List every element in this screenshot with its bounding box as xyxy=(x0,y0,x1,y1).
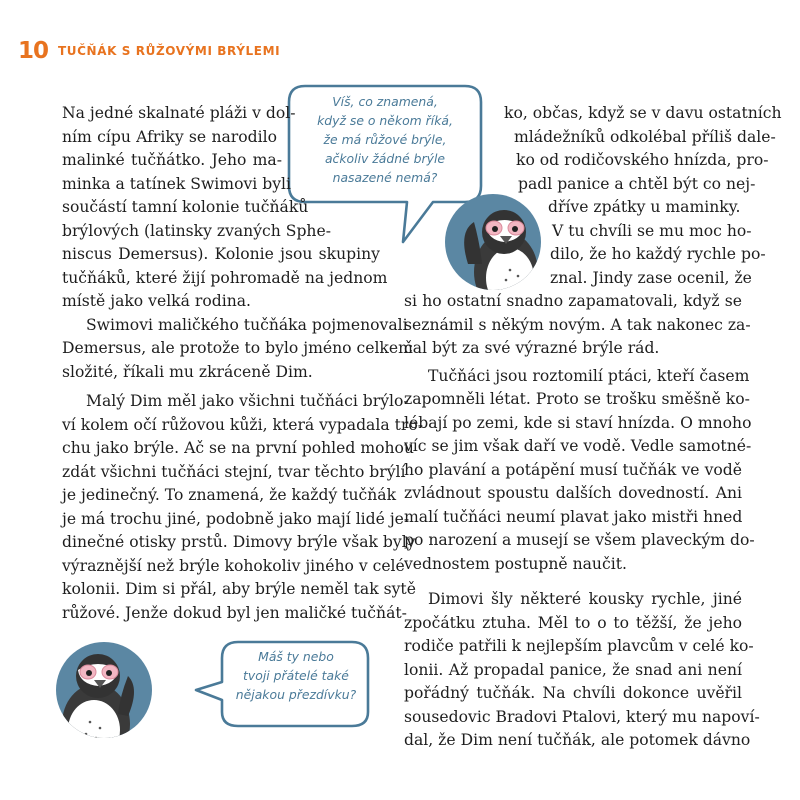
text-line: tučňáků, které žijí pohromadě na jednom xyxy=(62,268,388,287)
text-line: malí tučňáci neumí plavat jako mistři hned xyxy=(404,507,743,526)
text-line: ví kolem očí růžovou kůži, která vypadala tro- xyxy=(62,415,423,434)
text-line: zpočátku ztuha. Měl to o to těžší, že jeho xyxy=(404,613,742,632)
text-line: je jedinečný. To znamená, že každý tučňák xyxy=(62,486,397,504)
text-line: Na jedné skalnaté pláži v dol- xyxy=(62,104,296,122)
text-line: seznámil s někým novým. A tak nakonec za- xyxy=(404,315,751,334)
text-line: ním cípu Afriky se narodilo xyxy=(62,127,277,146)
text-line: lébají po zemi, kde si staví hnízda. O mnoho xyxy=(404,413,752,432)
bubble-bottom-line: Máš ty nebo xyxy=(258,649,334,664)
text-line: růžové. Jenže dokud byl jen maličké tučňát- xyxy=(62,603,407,622)
bubble-top-line: ačkoliv žádné brýle xyxy=(324,151,446,166)
text-line: Tučňáci jsou roztomilí ptáci, kteří časem xyxy=(428,366,750,385)
text-line: výraznější než brýle kohokoliv jiného v celé xyxy=(62,556,405,575)
text-line: padl panice a chtěl být co nej- xyxy=(518,174,756,193)
text-line: po narození a musejí se všem plaveckým do- xyxy=(404,531,755,549)
text-line: znal. Jindy zase ocenil, že xyxy=(550,268,752,287)
text-line: chu jako brýle. Ač se na první pohled mohou xyxy=(62,439,414,457)
text-line: ko od rodičovského hnízda, pro- xyxy=(516,151,769,169)
text-line: lonii. Až propadal panice, že snad ani není xyxy=(404,660,742,679)
text-line: brýlových (latinsky zvaných Sphe- xyxy=(62,221,331,240)
text-line: zapomněli létat. Proto se trošku směšně ko- xyxy=(404,390,750,408)
text-line: dal, že Dim není tučňák, ale potomek dávno xyxy=(404,731,751,749)
text-line: zdát všichni tučňáci stejní, tvar těchto brýlí xyxy=(62,462,406,481)
text-line: minka a tatínek Swimovi byli xyxy=(62,174,291,193)
text-line: si ho ostatní snadno zapamatovali, když se xyxy=(404,292,742,310)
text-line: mládežníků odkolébal příliš dale- xyxy=(514,127,776,146)
bubble-top-line: Víš, co znamená, xyxy=(332,94,438,109)
text-line: Swimovi maličkého tučňáka pojmenovali xyxy=(86,315,408,334)
text-line: V tu chvíli se mu moc ho- xyxy=(552,221,752,240)
text-line: malinké tučňátko. Jeho ma- xyxy=(62,151,282,169)
penguin-illustration-bottom xyxy=(50,640,160,740)
bubble-top-line: když se o někom říká, xyxy=(317,113,453,128)
text-line: rodiče patřili k nejlepším plavcům v celé ko- xyxy=(404,637,754,655)
text-line: složité, říkali mu zkráceně Dim. xyxy=(62,362,313,381)
page-header xyxy=(18,36,280,66)
text-line: místě jako velká rodina. xyxy=(62,292,251,310)
bubble-top-line: nasazené nemá? xyxy=(332,170,438,185)
text-line: sousedovic Bradovi Ptalovi, který mu napoví- xyxy=(404,707,760,726)
bubble-bottom-text xyxy=(226,647,366,704)
text-line: kolonii. Dim si přál, aby brýle neměl tak sytě xyxy=(62,580,416,598)
text-line: víc se jim však daří ve vodě. Vedle samotné- xyxy=(404,437,752,455)
text-line: pořádný tučňák. Na chvíli dokonce uvěřil xyxy=(404,684,742,702)
text-line: vednostem postupně naučit. xyxy=(404,554,627,573)
bubble-top-line: že má růžové brýle, xyxy=(323,132,447,147)
page-number: 10 xyxy=(18,38,49,64)
text-line: niscus Demersus). Kolonie jsou skupiny xyxy=(62,245,380,263)
text-line: Malý Dim měl jako všichni tučňáci brýlo- xyxy=(86,392,409,410)
text-line: dříve zpátky u maminky. xyxy=(548,198,741,216)
text-line: dinečné otisky prstů. Dimovy brýle však byly xyxy=(62,533,416,551)
right-text-column xyxy=(404,102,782,753)
text-line: Demersus, ale protože to bylo jméno celkem xyxy=(62,339,413,357)
chapter-title: TUČŇÁK S RŮŽOVÝMI BRÝLEMI xyxy=(58,44,281,58)
text-line: je má trochu jiné, podobně jako mají lidé je- xyxy=(62,509,410,528)
text-line: dilo, že ho každý rychle po- xyxy=(550,245,766,263)
bubble-bottom-line: nějakou přezdívku? xyxy=(235,687,357,702)
text-line: ko, občas, když se v davu ostatních xyxy=(504,104,782,122)
text-line: součástí tamní kolonie tučňáků xyxy=(62,198,309,216)
text-line: ho plavání a potápění musí tučňák ve vodě xyxy=(404,460,742,479)
bubble-bottom-line: tvoji přátelé také xyxy=(243,668,349,683)
text-line: čal být za své výrazné brýle rád. xyxy=(404,339,660,357)
text-line: Dimovi šly některé kousky rychle, jiné xyxy=(428,590,742,608)
text-line: zvládnout spoustu dalších dovedností. Ani xyxy=(404,484,742,502)
